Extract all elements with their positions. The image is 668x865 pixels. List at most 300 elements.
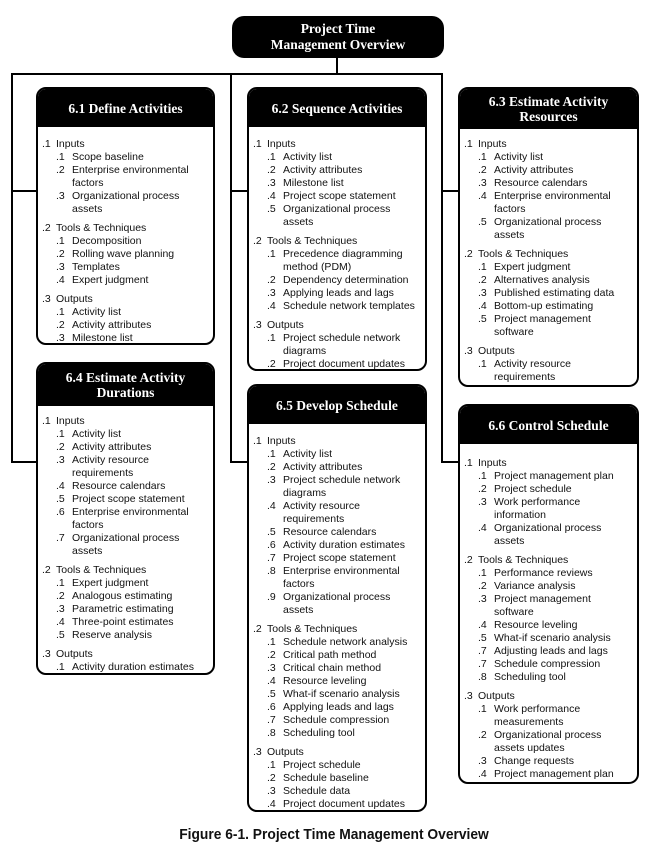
section-label: Tools & Techniques	[478, 554, 569, 566]
item-text: Applying leads and lags	[283, 701, 394, 713]
list-item	[253, 785, 421, 798]
connector-mid-to-6-5	[230, 461, 248, 463]
item-number: .1	[56, 306, 65, 318]
list-item	[253, 203, 421, 229]
item-text: Activity attributes	[283, 164, 363, 176]
item-number: .2	[267, 274, 276, 286]
section-label: Outputs	[478, 345, 515, 357]
item-number: .3	[56, 261, 65, 273]
item-text: Activity resource requirements	[494, 358, 572, 383]
item-number: .7	[478, 645, 487, 657]
item-number: .2	[56, 164, 65, 176]
list-item	[464, 274, 633, 287]
item-text: Project schedule network diagrams	[283, 474, 401, 499]
section-number: .2	[253, 235, 262, 247]
item-number: .2	[56, 319, 65, 331]
item-number: .3	[267, 662, 276, 674]
section-number: .3	[253, 319, 262, 331]
item-text: Organizational process assets	[494, 522, 602, 547]
item-text: Project schedule	[283, 759, 361, 771]
item-number: .1	[478, 470, 487, 482]
item-text: Activity list	[72, 428, 122, 440]
item-text: Project management software	[494, 313, 591, 338]
item-number: .3	[478, 287, 487, 299]
section-tools-techniques	[253, 623, 421, 740]
item-text: Enterprise environmental factors	[283, 565, 400, 590]
item-number: .1	[267, 759, 276, 771]
item-number: .5	[267, 688, 276, 700]
item-text: Enterprise environmental factors	[494, 190, 611, 215]
root-title-line1: Project Time	[300, 21, 376, 36]
item-text: Enterprise environmental factors	[72, 164, 189, 189]
section-inputs	[253, 435, 421, 617]
item-text: Applying leads and lags	[283, 287, 394, 299]
item-text: Performance reviews	[494, 567, 593, 579]
list-item	[42, 274, 209, 287]
item-number: .1	[56, 428, 65, 440]
list-item	[42, 235, 209, 248]
process-body	[249, 424, 425, 811]
process-title: 6.5 Develop Schedule	[249, 386, 425, 424]
item-number: .3	[478, 496, 487, 508]
item-number: .2	[56, 248, 65, 260]
section-label: Inputs	[267, 138, 296, 150]
section-number: .2	[42, 222, 51, 234]
list-item	[464, 164, 633, 177]
item-number: .6	[56, 506, 65, 518]
item-text: Activity attributes	[494, 164, 574, 176]
item-number: .3	[56, 454, 65, 466]
section-heading	[42, 564, 209, 577]
item-number: .4	[267, 500, 276, 512]
item-text	[72, 674, 209, 675]
item-text: Dependency determination	[283, 274, 409, 286]
connector-root-stem	[336, 57, 338, 74]
item-text: Activity list	[494, 151, 544, 163]
section-outputs	[42, 648, 209, 675]
list-item	[42, 261, 209, 274]
section-number: .3	[464, 345, 473, 357]
process-title: 6.3 Estimate Activity Resources	[460, 89, 637, 129]
item-text: Activity duration estimates	[283, 539, 405, 551]
list-item	[464, 729, 633, 755]
section-heading	[464, 248, 633, 261]
item-text: Scheduling tool	[494, 671, 566, 683]
list-item	[42, 674, 209, 675]
item-text: Activity list	[283, 448, 333, 460]
item-text: Activity resource requirements	[72, 454, 150, 479]
list-item	[253, 474, 421, 500]
item-text: Three-point estimates	[72, 616, 174, 628]
section-tools-techniques	[253, 235, 421, 313]
list-item	[42, 577, 209, 590]
list-item	[253, 714, 421, 727]
section-label: Inputs	[478, 138, 507, 150]
process-title: 6.1 Define Activities	[38, 89, 213, 127]
process-body	[249, 127, 425, 371]
section-inputs	[42, 138, 209, 216]
item-text: Schedule data	[283, 785, 351, 797]
section-number: .2	[253, 623, 262, 635]
list-item	[464, 755, 633, 768]
process-box-6-5	[247, 384, 427, 812]
item-number: .1	[267, 636, 276, 648]
list-item	[253, 300, 421, 313]
process-box-6-3	[458, 87, 639, 387]
list-item	[42, 590, 209, 603]
process-box-6-6	[458, 404, 639, 784]
section-heading	[464, 690, 633, 703]
list-item	[253, 358, 421, 371]
item-text: Change requests	[494, 755, 574, 767]
item-text: Scope baseline	[72, 151, 144, 163]
item-text: Project schedule network diagrams	[283, 332, 401, 357]
item-number: .3	[478, 177, 487, 189]
item-text	[494, 384, 633, 387]
item-number: .4	[267, 300, 276, 312]
figure-caption: Figure 6-1. Project Time Management Overview	[179, 826, 489, 843]
section-label: Outputs	[478, 690, 515, 702]
list-item	[42, 603, 209, 616]
item-number: .1	[267, 448, 276, 460]
section-heading	[42, 138, 209, 151]
item-number: .6	[267, 701, 276, 713]
list-item	[253, 248, 421, 274]
item-text: Project management plan	[494, 470, 614, 482]
list-item	[464, 645, 633, 658]
item-number: .1	[267, 332, 276, 344]
process-box-6-1	[36, 87, 215, 345]
list-item	[253, 552, 421, 565]
list-item	[464, 567, 633, 580]
item-number: .2	[56, 441, 65, 453]
item-number: .2	[56, 590, 65, 602]
item-text: Activity list	[283, 151, 333, 163]
list-item	[464, 261, 633, 274]
item-number: .2	[478, 164, 487, 176]
list-item	[42, 480, 209, 493]
section-outputs	[464, 690, 633, 784]
item-number: .4	[56, 274, 65, 286]
section-heading	[464, 138, 633, 151]
list-item	[464, 593, 633, 619]
list-item	[464, 470, 633, 483]
item-text: Activity attributes	[283, 461, 363, 473]
list-item	[253, 591, 421, 617]
list-item	[253, 565, 421, 591]
section-tools-techniques	[42, 564, 209, 642]
item-number: .1	[56, 235, 65, 247]
item-number: .1	[267, 151, 276, 163]
item-number: .8	[267, 727, 276, 739]
section-heading	[42, 222, 209, 235]
list-item	[42, 493, 209, 506]
item-number: .3	[267, 177, 276, 189]
section-number: .1	[464, 457, 473, 469]
list-item	[253, 688, 421, 701]
item-number: .5	[267, 526, 276, 538]
item-number: .4	[267, 190, 276, 202]
list-item	[464, 768, 633, 784]
item-text: What-if scenario analysis	[283, 688, 400, 700]
item-text: Project scope statement	[283, 552, 396, 564]
list-item	[464, 287, 633, 300]
item-text: Organizational process assets updates	[494, 729, 602, 754]
item-number: .1	[56, 577, 65, 589]
section-label: Inputs	[56, 138, 85, 150]
item-number: .4	[267, 675, 276, 687]
item-text: Published estimating data	[494, 287, 615, 299]
list-item	[253, 798, 421, 811]
item-number: .6	[267, 539, 276, 551]
item-number: .7	[56, 532, 65, 544]
list-item	[464, 580, 633, 593]
process-body	[460, 129, 637, 387]
item-number: .4	[56, 616, 65, 628]
item-text: Organizational process assets	[494, 216, 602, 241]
item-text: Resource leveling	[283, 675, 367, 687]
process-title: 6.2 Sequence Activities	[249, 89, 425, 127]
list-item	[42, 164, 209, 190]
list-item	[253, 461, 421, 474]
list-item	[42, 454, 209, 480]
item-text: Schedule compression	[494, 658, 601, 670]
list-item	[253, 190, 421, 203]
section-heading	[464, 554, 633, 567]
list-item	[42, 428, 209, 441]
item-text: Adjusting leads and lags	[494, 645, 608, 657]
item-number: .3	[267, 287, 276, 299]
item-text: Precedence diagramming method (PDM)	[283, 248, 403, 273]
list-item	[42, 506, 209, 532]
item-number: .3	[478, 593, 487, 605]
list-item	[42, 151, 209, 164]
section-heading	[464, 457, 633, 470]
item-number: .4	[478, 300, 487, 312]
item-number: .1	[478, 151, 487, 163]
item-text: Analogous estimating	[72, 590, 173, 602]
list-item	[464, 358, 633, 384]
list-item	[253, 759, 421, 772]
section-heading	[253, 319, 421, 332]
section-inputs	[464, 457, 633, 548]
item-text: Project management plan	[494, 768, 614, 780]
item-number: .1	[478, 703, 487, 715]
item-number: .2	[478, 274, 487, 286]
item-text: Expert judgment	[72, 577, 149, 589]
list-item	[253, 649, 421, 662]
item-text: Organizational process assets	[283, 591, 391, 616]
item-number: .2	[267, 649, 276, 661]
item-number: .8	[267, 565, 276, 577]
item-number: .3	[56, 332, 65, 344]
list-item	[253, 772, 421, 785]
list-item	[253, 177, 421, 190]
list-item	[253, 332, 421, 358]
item-number: .8	[478, 671, 487, 683]
section-heading	[253, 746, 421, 759]
item-number: .4	[478, 768, 487, 780]
item-number: .5	[267, 203, 276, 215]
connector-right-vertical	[441, 73, 443, 463]
item-text: Resource leveling	[494, 619, 578, 631]
item-text: Project schedule	[494, 483, 572, 495]
process-box-6-2	[247, 87, 427, 371]
item-number: .3	[56, 190, 65, 202]
list-item	[253, 164, 421, 177]
item-number: .2	[478, 580, 487, 592]
section-tools-techniques	[42, 222, 209, 287]
root-title-line2: Management Overview	[270, 37, 406, 52]
item-text: Critical chain method	[283, 662, 382, 674]
section-label: Tools & Techniques	[267, 623, 358, 635]
section-label: Tools & Techniques	[56, 564, 147, 576]
item-text: Expert judgment	[72, 274, 149, 286]
list-item	[253, 727, 421, 740]
item-text: Project document updates	[283, 798, 405, 810]
list-item	[42, 661, 209, 674]
list-item	[253, 539, 421, 552]
item-number: .1	[478, 261, 487, 273]
item-text: Work performance information	[494, 496, 581, 521]
item-text: What-if scenario analysis	[494, 632, 611, 644]
list-item	[42, 332, 209, 345]
item-text: Project document updates	[283, 358, 405, 370]
process-box-6-4	[36, 362, 215, 675]
section-label: Outputs	[267, 319, 304, 331]
section-number: .2	[464, 248, 473, 260]
section-number: .3	[464, 690, 473, 702]
item-number: .1	[478, 567, 487, 579]
root-title-box	[232, 16, 444, 58]
section-inputs	[464, 138, 633, 242]
item-number: .5	[56, 493, 65, 505]
section-heading	[253, 235, 421, 248]
item-number: .2	[478, 483, 487, 495]
item-number: .5	[478, 632, 487, 644]
section-tools-techniques	[464, 248, 633, 339]
item-text: Activity attributes	[72, 441, 152, 453]
item-number: .1	[56, 151, 65, 163]
list-item	[42, 319, 209, 332]
item-text: Schedule baseline	[283, 772, 369, 784]
item-text: Schedule network analysis	[283, 636, 408, 648]
section-heading	[253, 623, 421, 636]
item-text: Resource calendars	[494, 177, 588, 189]
item-number: .7	[478, 658, 487, 670]
item-text: Bottom-up estimating	[494, 300, 594, 312]
section-label: Inputs	[478, 457, 507, 469]
item-number	[464, 384, 494, 387]
item-text: Expert judgment	[494, 261, 571, 273]
item-text: Alternatives analysis	[494, 274, 590, 286]
list-item	[253, 287, 421, 300]
list-item	[253, 274, 421, 287]
connector-mid-to-6-2	[230, 190, 248, 192]
item-text: Activity resource requirements	[283, 500, 361, 525]
list-item	[464, 177, 633, 190]
item-number: .1	[56, 661, 65, 673]
item-number: .5	[478, 313, 487, 325]
section-heading	[42, 293, 209, 306]
item-number: .7	[267, 552, 276, 564]
item-text: Activity duration estimates	[72, 661, 194, 673]
item-text: Project scope statement	[72, 493, 185, 505]
item-text: Schedule network templates	[283, 300, 415, 312]
list-item	[42, 441, 209, 454]
list-item	[253, 662, 421, 675]
item-text: Enterprise environmental factors	[72, 506, 189, 531]
list-item	[42, 306, 209, 319]
process-body	[38, 127, 213, 345]
item-number: .3	[267, 785, 276, 797]
section-number: .1	[42, 138, 51, 150]
section-label: Tools & Techniques	[56, 222, 147, 234]
item-number: .2	[267, 461, 276, 473]
list-item	[253, 448, 421, 461]
section-heading	[253, 138, 421, 151]
item-text: Scheduling tool	[283, 727, 355, 739]
section-heading	[42, 415, 209, 428]
item-number: .5	[56, 629, 65, 641]
list-item	[464, 632, 633, 645]
item-text: Project scope statement	[283, 190, 396, 202]
item-text: Milestone list	[72, 332, 133, 344]
section-number: .1	[42, 415, 51, 427]
list-item	[253, 151, 421, 164]
item-number: .3	[267, 474, 276, 486]
section-inputs	[42, 415, 209, 558]
item-text: Milestone list	[283, 177, 344, 189]
list-item	[253, 636, 421, 649]
section-label: Outputs	[56, 293, 93, 305]
section-outputs	[464, 345, 633, 387]
process-body	[38, 406, 213, 675]
item-text: Critical path method	[283, 649, 377, 661]
section-outputs	[253, 746, 421, 811]
section-label: Tools & Techniques	[478, 248, 569, 260]
list-item	[42, 190, 209, 216]
item-text: Reserve analysis	[72, 629, 152, 641]
item-text: Organizational process assets	[72, 190, 180, 215]
connector-mid-vertical	[230, 73, 232, 463]
section-inputs	[253, 138, 421, 229]
list-item	[253, 701, 421, 714]
item-number: .1	[267, 248, 276, 260]
section-number: .1	[464, 138, 473, 150]
list-item	[253, 675, 421, 688]
item-text: Rolling wave planning	[72, 248, 175, 260]
item-number: .5	[478, 216, 487, 228]
item-text: Organizational process assets	[283, 203, 391, 228]
item-text: Activity attributes	[72, 319, 152, 331]
list-item	[464, 522, 633, 548]
list-item	[464, 671, 633, 684]
list-item	[464, 658, 633, 671]
section-label: Inputs	[56, 415, 85, 427]
section-label: Outputs	[267, 746, 304, 758]
list-item	[464, 300, 633, 313]
process-body	[460, 444, 637, 784]
section-number: .2	[42, 564, 51, 576]
section-label: Tools & Techniques	[267, 235, 358, 247]
item-text: Work performance measurements	[494, 703, 581, 728]
section-number: .3	[42, 648, 51, 660]
item-number	[42, 674, 72, 675]
item-text: Resource calendars	[72, 480, 166, 492]
list-item	[464, 483, 633, 496]
list-item	[464, 619, 633, 632]
